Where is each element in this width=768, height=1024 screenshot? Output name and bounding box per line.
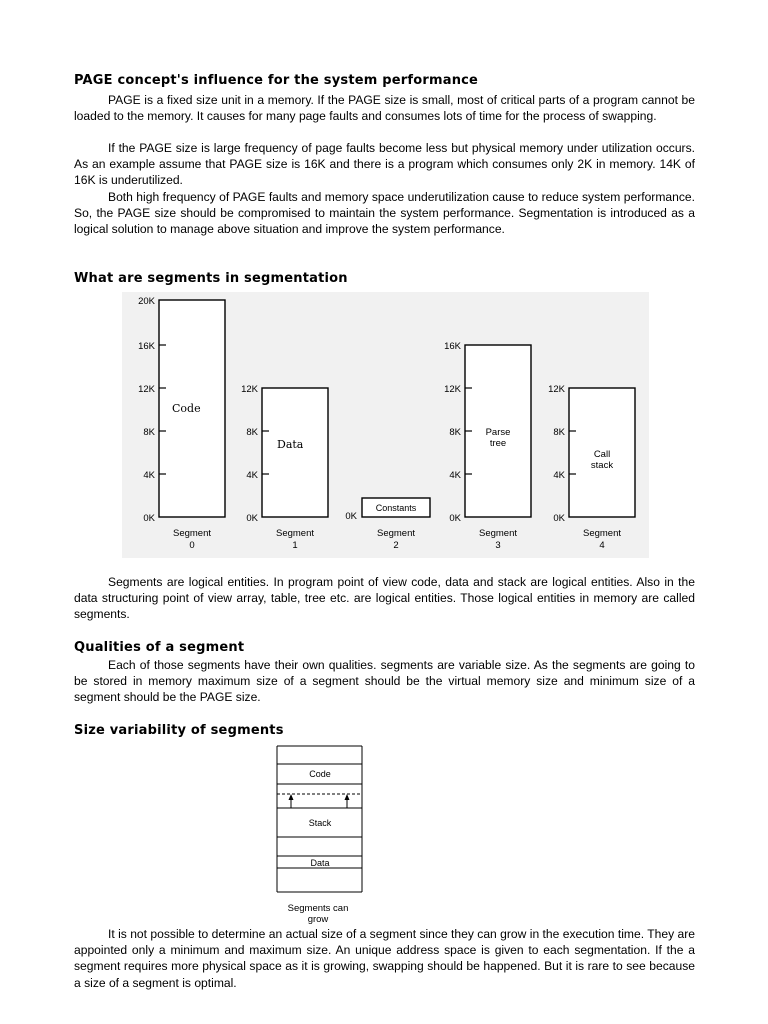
tick-0-12k: 12K (138, 384, 155, 395)
paragraph-page-compromise: Both high frequency of PAGE faults and memory space underutilization cause to reduce system performance. So, the PAGE size should be compromised to maintain the system performance. Segmentation is introduced as a logical solution to manage above situation and improve the system performance. (74, 190, 695, 237)
segments-figure (122, 292, 649, 558)
tick-0-16k: 16K (138, 341, 155, 352)
tick-0-20k: 20K (138, 296, 155, 307)
heading-qualities: Qualities of a segment (74, 640, 245, 655)
segment-3-label-2: tree (489, 438, 507, 449)
stack-block-label: Stack (308, 818, 332, 828)
tick-3-16k: 16K (444, 341, 461, 352)
growth-figure (270, 742, 370, 926)
data-block-label: Data (310, 858, 330, 868)
segment-0-name: Segment (172, 528, 212, 539)
segment-2-label: Constants (375, 503, 417, 513)
heading-segments: What are segments in segmentation (74, 271, 348, 286)
paragraph-page-definition: PAGE is a fixed size unit in a memory. If the PAGE size is small, most of critical parts of a program cannot be loaded to the memory. It causes for many page faults and consumes lots of time for the process of swapping. (74, 93, 695, 124)
segment-4-label-2: stack (590, 460, 614, 471)
tick-0-4k: 4K (143, 470, 155, 481)
segment-0-num: 0 (189, 540, 195, 551)
tick-4-12k: 12K (548, 384, 565, 395)
segment-4-label-1: Call (593, 449, 611, 460)
paragraph-growth: It is not possible to determine an actual size of a segment since they can grow in the execution time. They are appointed only a minimum and maximum size. An unique address space is given to each segmentation. If the a segment requires more physical space as it is growing, swapping should be happened. But it is rare to see because a size of a segment is optimal. (74, 927, 695, 990)
segment-4-name: Segment (582, 528, 622, 539)
tick-1-12k: 12K (241, 384, 258, 395)
tick-0-8k: 8K (143, 427, 155, 438)
segment-2-num: 2 (393, 540, 399, 551)
segment-3-name: Segment (478, 528, 518, 539)
tick-4-0k: 0K (553, 513, 565, 524)
paragraph-segments-logical: Segments are logical entities. In program point of view code, data and stack are logical entities. Also in the data structuring point of view array, table, tree etc. are logical entities. Those logical entities in memory are called segments. (74, 575, 695, 622)
segment-1-label: Data (277, 438, 304, 451)
paragraph-page-large: If the PAGE size is large frequency of page faults become less but physical memory under utilization occurs. As an example assume that PAGE size is 16K and there is a program which consumes only 2K in memory. 14K of 16K is underutilized. (74, 141, 695, 188)
tick-4-4k: 4K (553, 470, 565, 481)
tick-3-4k: 4K (449, 470, 461, 481)
tick-4-8k: 8K (553, 427, 565, 438)
heading-size-variability: Size variability of segments (74, 723, 284, 738)
segment-1-box (262, 388, 328, 517)
segment-3-label-1: Parse (485, 427, 511, 438)
segment-0-label: Code (172, 402, 201, 415)
tick-0-0k: 0K (143, 513, 155, 524)
figure-caption-1: Segments can (287, 903, 349, 914)
figure-caption-2: grow (307, 914, 329, 925)
segment-4-num: 4 (599, 540, 605, 551)
segment-1-name: Segment (275, 528, 315, 539)
tick-3-12k: 12K (444, 384, 461, 395)
segment-1-num: 1 (292, 540, 298, 551)
tick-3-0k: 0K (449, 513, 461, 524)
tick-2-0k: 0K (345, 511, 357, 522)
segment-3-num: 3 (495, 540, 501, 551)
tick-1-0k: 0K (246, 513, 258, 524)
heading-page-concept: PAGE concept's influence for the system performance (74, 73, 479, 88)
tick-3-8k: 8K (449, 427, 461, 438)
tick-1-8k: 8K (246, 427, 258, 438)
tick-1-4k: 4K (246, 470, 258, 481)
paragraph-qualities: Each of those segments have their own qualities. segments are variable size. As the segments are going to be stored in memory maximum size of a segment should be the virtual memory size and minimum size of a segment should be the PAGE size. (74, 658, 695, 705)
code-block-label: Code (309, 769, 331, 779)
segment-2-name: Segment (376, 528, 416, 539)
